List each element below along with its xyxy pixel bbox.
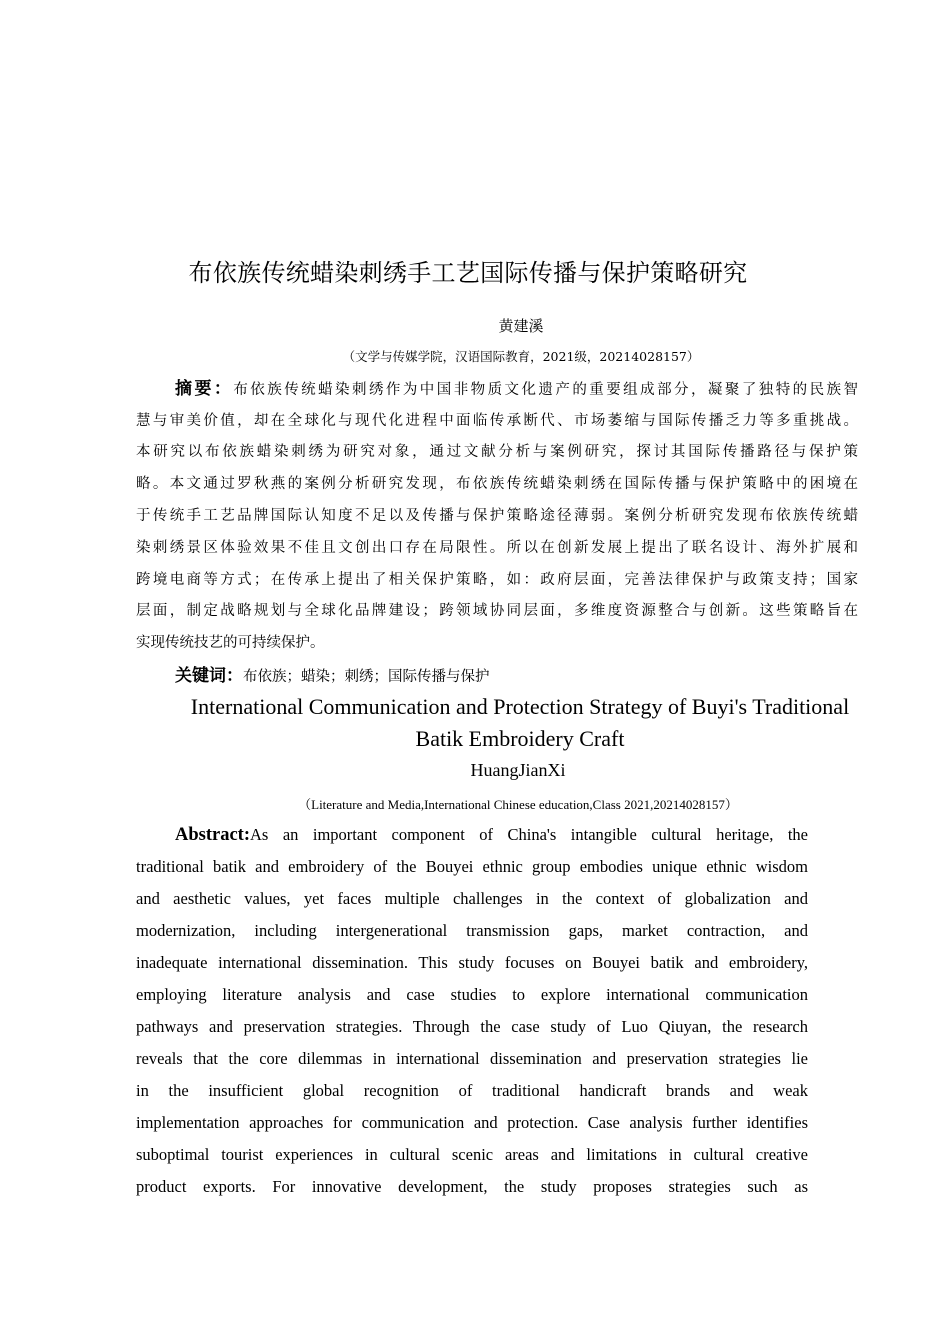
chinese-abstract-line: 染刺绣景区体验效果不佳且文创出口存在局限性。所以在创新发展上提出了联名设计、海外扩展和 (136, 540, 858, 556)
chinese-title: 布依族传统蜡染刺绣手工艺国际传播与保护策略研究 (188, 259, 748, 287)
english-title-line: Batik Embroidery Craft (415, 726, 625, 751)
english-abstract-line: inadequate international dissemination. This study focuses on Bouyei batik and embroidery, (136, 953, 808, 972)
english-abstract-line: reveals that the core dilemmas in international dissemination and preservation strategies lie (136, 1049, 808, 1068)
english-title-line: International Communication and Protection Strategy of Buyi's Traditional (190, 694, 850, 719)
english-abstract-line: suboptimal tourist experiences in cultural scenic areas and limitations in cultural creative (136, 1145, 808, 1164)
chinese-abstract-line: 层面，制定战略规划与全球化品牌建设；跨领域协同层面，多维度资源整合与创新。这些策略旨在 (136, 603, 858, 619)
english-abstract-line: in the insufficient global recognition of traditional handicraft brands and weak (136, 1081, 808, 1100)
chinese-abstract-line: 于传统手工艺品牌国际认知度不足以及传播与保护策略途径薄弱。案例分析研究发现布依族传统蜡 (136, 508, 858, 524)
english-abstract-line: implementation approaches for communication and protection. Case analysis further identifies (136, 1113, 808, 1132)
english-abstract-line: and aesthetic values, yet faces multiple challenges in the context of globalization and (136, 889, 808, 908)
english-abstract-line: traditional batik and embroidery of the Bouyei ethnic group embodies unique ethnic wisdom (136, 857, 808, 876)
english-abstract-line: Abstract:As an important component of China's intangible cultural heritage, the (175, 825, 808, 845)
chinese-abstract-line: 慧与审美价值，却在全球化与现代化进程中面临传承断代、市场萎缩与国际传播乏力等多重挑战。 (136, 413, 858, 429)
chinese-abstract-line: 摘要：布依族传统蜡染刺绣作为中国非物质文化遗产的重要组成部分，凝聚了独特的民族智 (175, 379, 859, 399)
chinese-abstract-line: 略。本文通过罗秋燕的案例分析研究发现，布依族传统蜡染刺绣在国际传播与保护策略中的困境在 (136, 476, 858, 492)
english-abstract-line: product exports. For innovative development, the study proposes strategies such as (136, 1177, 808, 1196)
english-abstract-line: modernization, including intergenerational transmission gaps, market contraction, and (136, 921, 808, 940)
chinese-keywords (175, 664, 858, 688)
chinese-affiliation: （文学与传媒学院，汉语国际教育，2021级，20214028157） (342, 349, 700, 364)
keywords-value: 布依族；蜡染；刺绣；国际传播与保护 (243, 669, 490, 685)
chinese-author: 黄建溪 (498, 317, 544, 335)
chinese-abstract-line: 跨境电商等方式；在传承上提出了相关保护策略，如：政府层面，完善法律保护与政策支持；国家 (136, 572, 858, 588)
english-abstract-line: employing literature analysis and case studies to explore international communication (136, 985, 808, 1004)
abstract-label-cn: 摘要： (175, 379, 234, 399)
keywords-label: 关键词： (175, 666, 243, 686)
english-author: HuangJianXi (470, 760, 566, 780)
english-abstract-line: pathways and preservation strategies. Through the case study of Luo Qiuyan, the research (136, 1017, 808, 1036)
abstract-label-en: Abstract: (175, 825, 251, 845)
chinese-abstract-line: 实现传统技艺的可持续保护。 (136, 635, 325, 651)
chinese-abstract-line: 本研究以布依族蜡染刺绣为研究对象，通过文献分析与案例研究，探讨其国际传播路径与保护策 (136, 444, 858, 460)
english-affiliation: （Literature and Media,International Chinese education,Class 2021,20214028157） (298, 797, 738, 812)
